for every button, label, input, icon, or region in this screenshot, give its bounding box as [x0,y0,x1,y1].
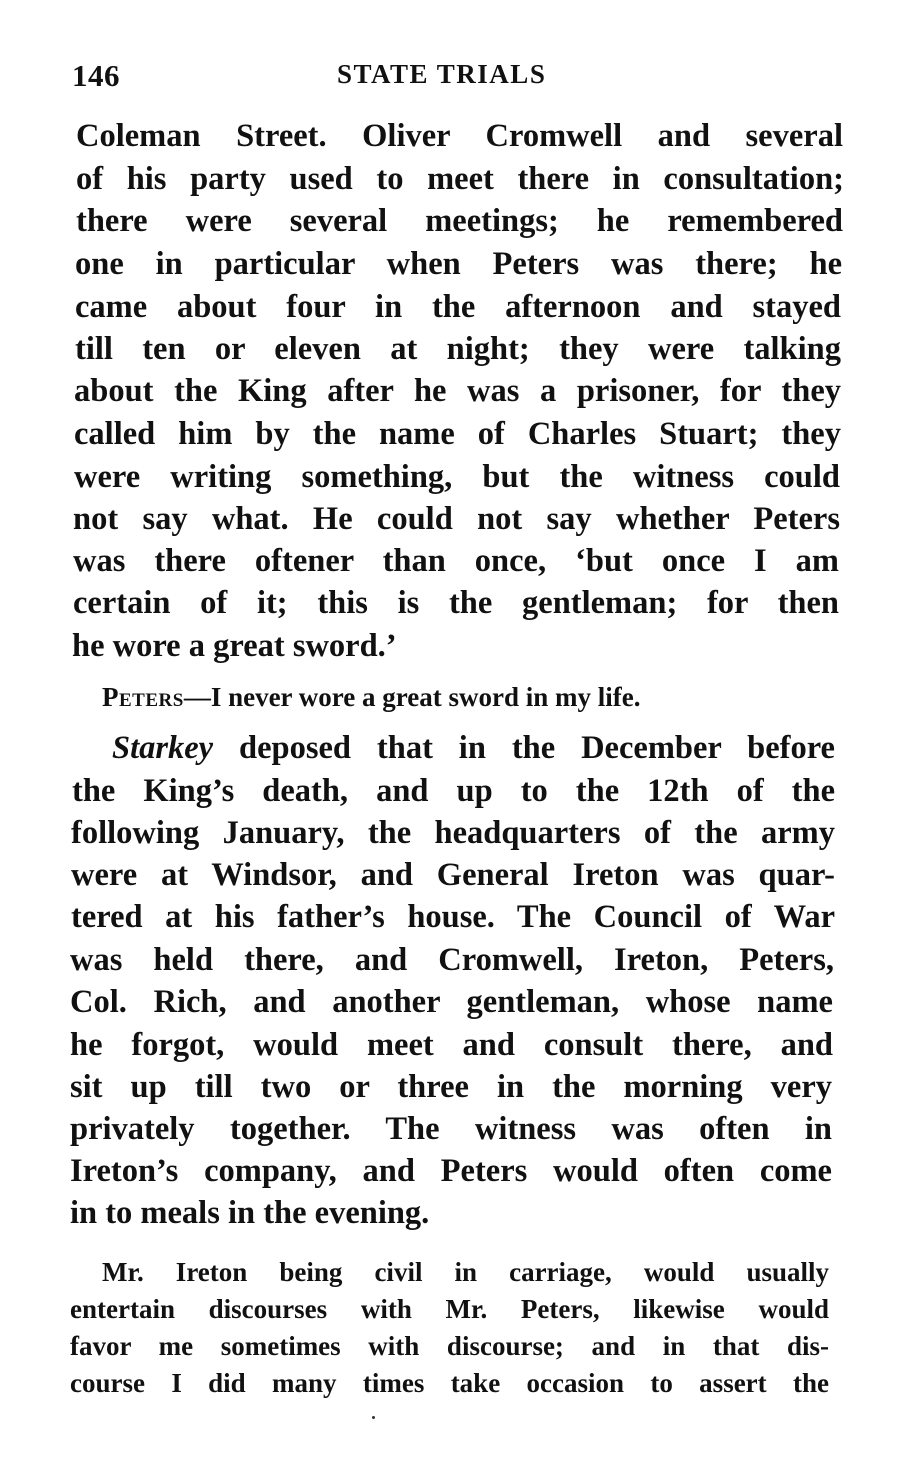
print-speck [372,1416,375,1419]
text-line: were at Windsor, and General Ireton was quar- [71,857,835,893]
peters-reply [102,680,641,714]
reply-text: —I never wore a great sword in my life. [183,682,641,712]
text-line: in to meals in the evening. [70,1195,430,1231]
running-head: STATE TRIALS [337,59,547,89]
page-number: 146 [72,58,120,93]
text-line: was held there, and Cromwell, Ireton, Peters, [70,942,834,978]
text-line: tered at his father’s house. The Council of War [71,899,835,935]
page-header [72,58,830,98]
text-line: he wore a great sword.’ [72,628,397,664]
text-line: the King’s death, and up to the 12th of the [72,773,835,809]
text-line: came about four in the afternoon and stayed [75,289,841,325]
text-line: was there oftener than once, ‘but once I am [73,543,839,579]
text-line: till ten or eleven at night; they were talking [75,331,841,367]
text-line: there were several meetings; he remembered [76,203,843,239]
text-line: Col. Rich, and another gentleman, whose name [70,984,833,1020]
text-line: following January, the headquarters of the army [71,815,835,851]
text-line: privately together. The witness was often in [70,1111,832,1147]
text-line [112,728,835,768]
text-line: one in particular when Peters was there; he [75,246,842,282]
text-line: of his party used to meet there in consultation; [76,161,844,197]
text-line: not say what. He could not say whether Peters [73,501,840,537]
text-line: certain of it; this is the gentleman; for then [73,585,839,621]
text-line: favor me sometimes with discourse; and in that dis- [70,1331,829,1361]
text-line: were writing something, but the witness could [74,459,840,495]
text-line: Coleman Street. Oliver Cromwell and several [76,118,843,154]
text-line: course I did many times take occasion to assert the [70,1368,829,1398]
witness-name: Starkey [112,730,214,766]
text-line: Mr. Ireton being civil in carriage, would usually [102,1257,829,1287]
text-line-rest: deposed that in the December before [213,730,835,766]
text-line: he forgot, would meet and consult there, and [70,1027,833,1063]
text-line: entertain discourses with Mr. Peters, likewise would [70,1294,829,1324]
text-line: called him by the name of Charles Stuart; they [74,416,841,452]
text-line: Ireton’s company, and Peters would often come [70,1153,832,1189]
speaker-name: Peters [102,682,184,712]
text-line: about the King after he was a prisoner, for they [74,373,841,409]
text-line: sit up till two or three in the morning very [70,1069,832,1105]
